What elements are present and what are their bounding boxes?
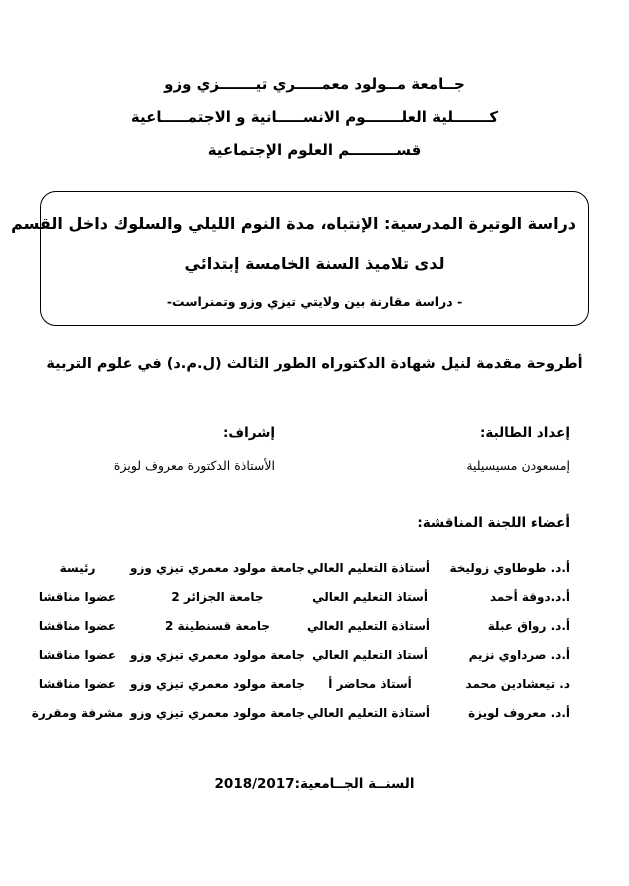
member-name: أ.د. معروف لويزة <box>468 706 570 720</box>
member-rank: أستاذ التعليم العالي <box>312 590 428 604</box>
member-university: جامعة مولود معمري تيزي وزو <box>130 648 305 662</box>
member-rank: أستاذة التعليم العالي <box>307 561 430 575</box>
member-role: عضوا مناقشا <box>38 619 117 633</box>
thesis-title-box <box>11 191 589 326</box>
university-name: جــامعة مــولود معمـــــري تيـــــــزي وزو <box>164 75 465 93</box>
member-role: مشرفة ومقررة <box>31 706 124 720</box>
faculty-name: كـــــــلية العلـــــــوم الانســـــانية و الاجتمـــــاعية <box>130 108 499 126</box>
committee-table <box>30 554 570 728</box>
prepared-by-label: إعداد الطالبة: <box>480 425 570 441</box>
thesis-title-line2: لدى تلاميذ السنة الخامسة إبتدائي <box>184 254 445 273</box>
supervisor-name: الأستاذة الدكتورة معروف لويزة <box>113 458 275 473</box>
committee-heading: أعضاء اللجنة المناقشة: <box>417 515 570 531</box>
prepared-by-block <box>466 424 570 474</box>
member-rank: أستاذة التعليم العالي <box>307 706 430 720</box>
member-university: جامعة مولود معمري تيزي وزو <box>130 706 305 720</box>
academic-year: السنــة الجــامعية:2018/2017 <box>214 776 415 792</box>
thesis-statement: أطروحة مقدمة لنيل شهادة الدكتوراه الطور الثالث (ل.م.د) في علوم التربية <box>46 356 583 372</box>
department-name: قســـــــــم العلوم الإجتماعية <box>207 141 422 159</box>
member-rank: أستاذ محاضر أ <box>328 677 412 691</box>
member-name: أ.د. طوطاوي زوليخة <box>449 561 570 575</box>
member-university: جامعة مولود معمري تيزي وزو <box>130 677 305 691</box>
student-name: إمسعودن مسيسيلية <box>466 458 570 473</box>
member-university: جامعة مولود معمري تيزي وزو <box>130 561 305 575</box>
member-role: عضوا مناقشا <box>38 590 117 604</box>
supervision-block <box>30 424 275 474</box>
people-section <box>30 424 570 474</box>
member-rank: أستاذة التعليم العالي <box>307 619 430 633</box>
member-name: د. تيعشادين محمد <box>465 677 570 691</box>
thesis-title-line1: دراسة الوتيرة المدرسية: الإنتباه، مدة النوم الليلي والسلوك داخل القسم <box>11 214 576 233</box>
supervision-label: إشراف: <box>222 425 275 441</box>
member-name: أ.د.دوقة أحمد <box>489 590 570 604</box>
member-university: جامعة الجزائر 2 <box>171 590 264 604</box>
member-name: أ.د. صرداوي نزيم <box>468 648 570 662</box>
member-rank: أستاذ التعليم العالي <box>312 648 428 662</box>
university-header <box>40 68 589 167</box>
member-role: رئيسة <box>59 561 96 575</box>
thesis-subtitle: - دراسة مقارنة بين ولايتي تيزي وزو وتمنراست- <box>166 294 463 309</box>
member-name: أ.د. رواق عبلة <box>487 619 570 633</box>
member-university: جامعة قسنطينة 2 <box>164 619 271 633</box>
member-role: عضوا مناقشا <box>38 677 117 691</box>
member-role: عضوا مناقشا <box>38 648 117 662</box>
